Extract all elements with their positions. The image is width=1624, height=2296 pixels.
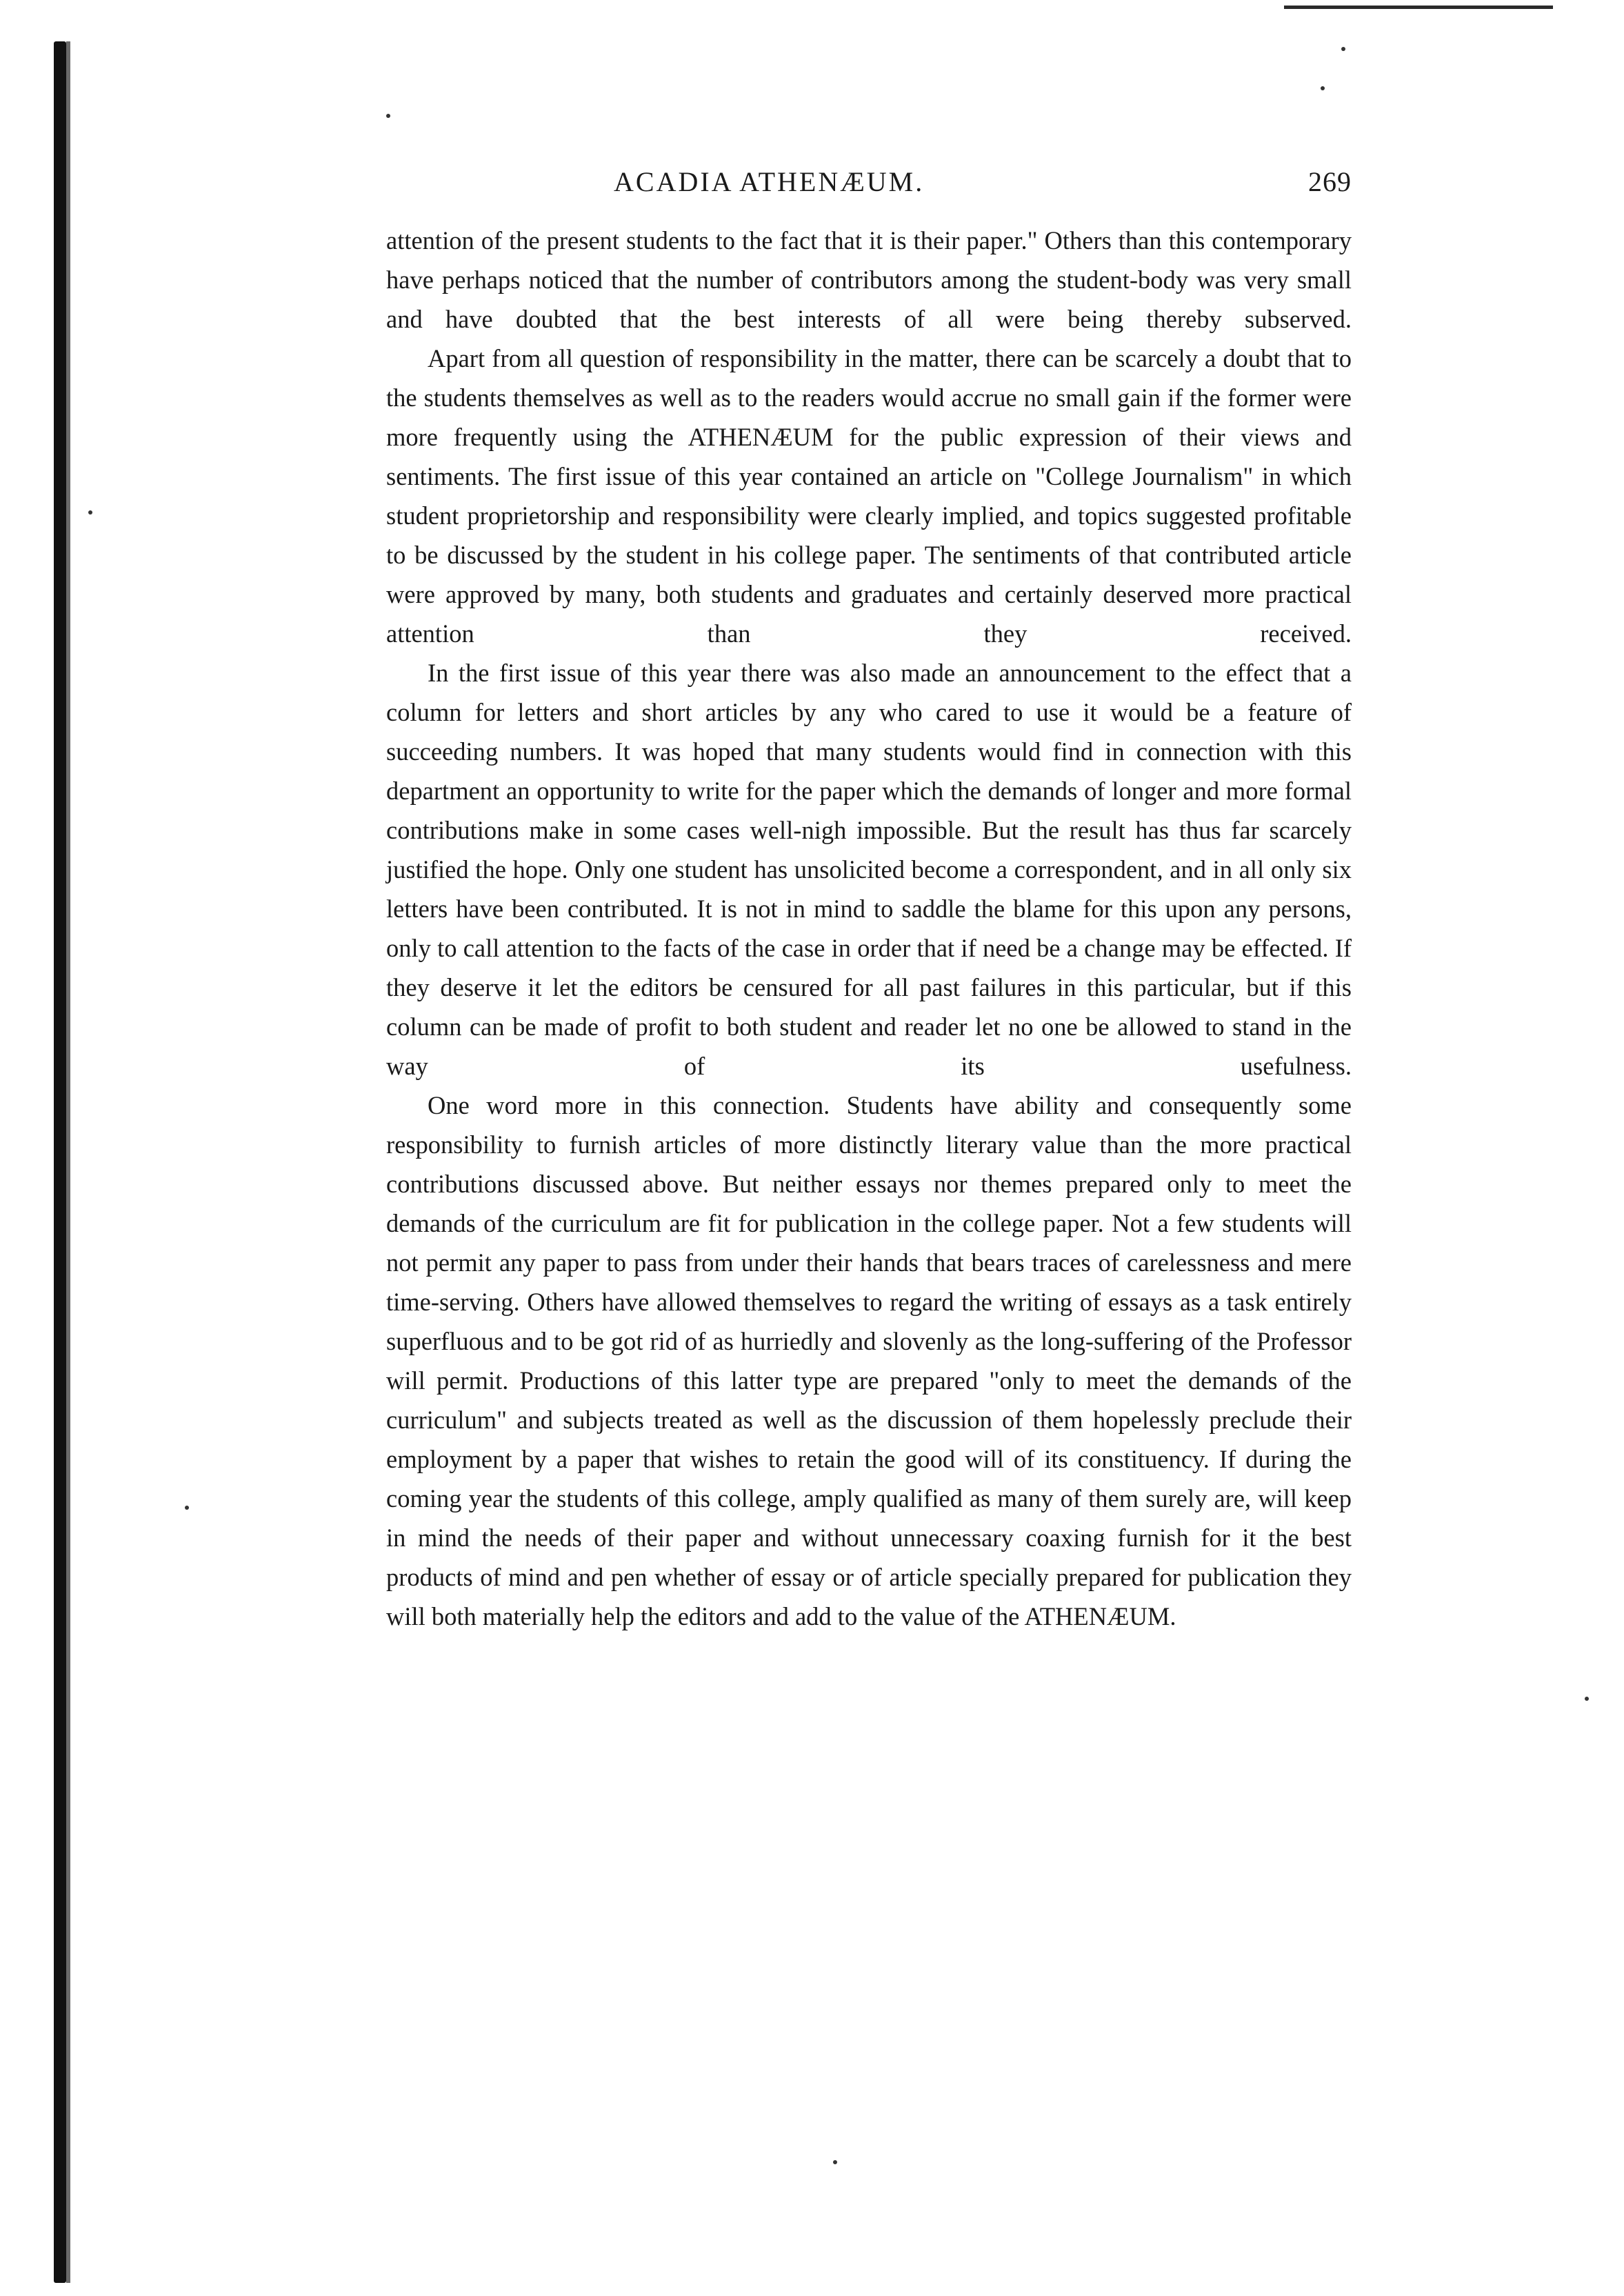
running-title: ACADIA ATHENÆUM. xyxy=(614,166,925,197)
scan-speck xyxy=(833,2160,837,2164)
scan-speck xyxy=(386,114,390,118)
document-page xyxy=(386,166,1352,1636)
top-edge-rule xyxy=(1284,6,1553,9)
binding-shadow xyxy=(66,41,70,2283)
scan-speck xyxy=(1585,1697,1589,1701)
paragraph: attention of the present students to the fact that it is their paper." Others than this contemporary have perhaps noticed that the number of contributors among the student-body was very small and have doubted that the best interests of all were being thereby subserved. xyxy=(386,226,1352,333)
binding-edge xyxy=(54,41,66,2283)
paragraph: In the first issue of this year there was also made an announcement to the effect that a column for letters and short articles by any who cared to use it would be a feature of succeeding numbers. It was hoped that many students would find in connection with this department an opportunity to write for the paper which the demands of longer and more formal contributions make in some cases well-nigh impossible. But the result has thus far scarcely justified the hope. Only one student has unsolicited become a correspondent, and in all only six letters have been contributed. It is not in mind to saddle the blame for this upon any persons, only to call attention to the facts of the case in order that if need be a change may be effected. If they deserve it let the editors be censured for all past failures in this particular, but if this column can be made of profit to both student and reader let no one be allowed to stand in the way of its usefulness. xyxy=(386,659,1352,1080)
scan-speck xyxy=(88,510,92,515)
scan-speck xyxy=(185,1506,189,1510)
page-number: 269 xyxy=(1308,166,1352,197)
article-body xyxy=(386,221,1352,1636)
paragraph: Apart from all question of responsibility in the matter, there can be scarcely a doubt that to the students themselves as well as to the readers would accrue no small gain if the former were more frequently using the ATHENÆUM for the public expression of their views and sentiments. The first issue of this year contained an article on "College Journalism" in which student proprietorship and responsibility were clearly implied, and topics suggested profitable to be discussed by the student in his college paper. The sentiments of that contributed article were approved by many, both students and graduates and certainly deserved more practical attention than they received. xyxy=(386,344,1352,648)
scan-speck xyxy=(1341,47,1345,51)
scan-speck xyxy=(1321,86,1325,90)
running-head xyxy=(386,166,1352,221)
paragraph: One word more in this connection. Students have ability and consequently some responsibility to furnish articles of more distinctly literary value than the more practical contributions discussed above. But neither essays nor themes prepared only to meet the demands of the curriculum are fit for publication in the college paper. Not a few students will not permit any paper to pass from under their hands that bears traces of carelessness and mere time-serving. Others have allowed themselves to regard the writing of essays as a task entirely superfluous and to be got rid of as hurriedly and slovenly as the long-suffering of the Professor will permit. Productions of this latter type are prepared "only to meet the demands of the curriculum" and subjects treated as well as the discussion of them hopelessly preclude their employment by a paper that wishes to retain the good will of its constituency. If during the coming year the students of this college, amply qualified as many of them surely are, will keep in mind the needs of their paper and without unnecessary coaxing furnish for it the best products of mind and pen whether of essay or of article specially prepared for publication they will both materially help the editors and add to the value of the ATHENÆUM. xyxy=(386,1091,1352,1630)
